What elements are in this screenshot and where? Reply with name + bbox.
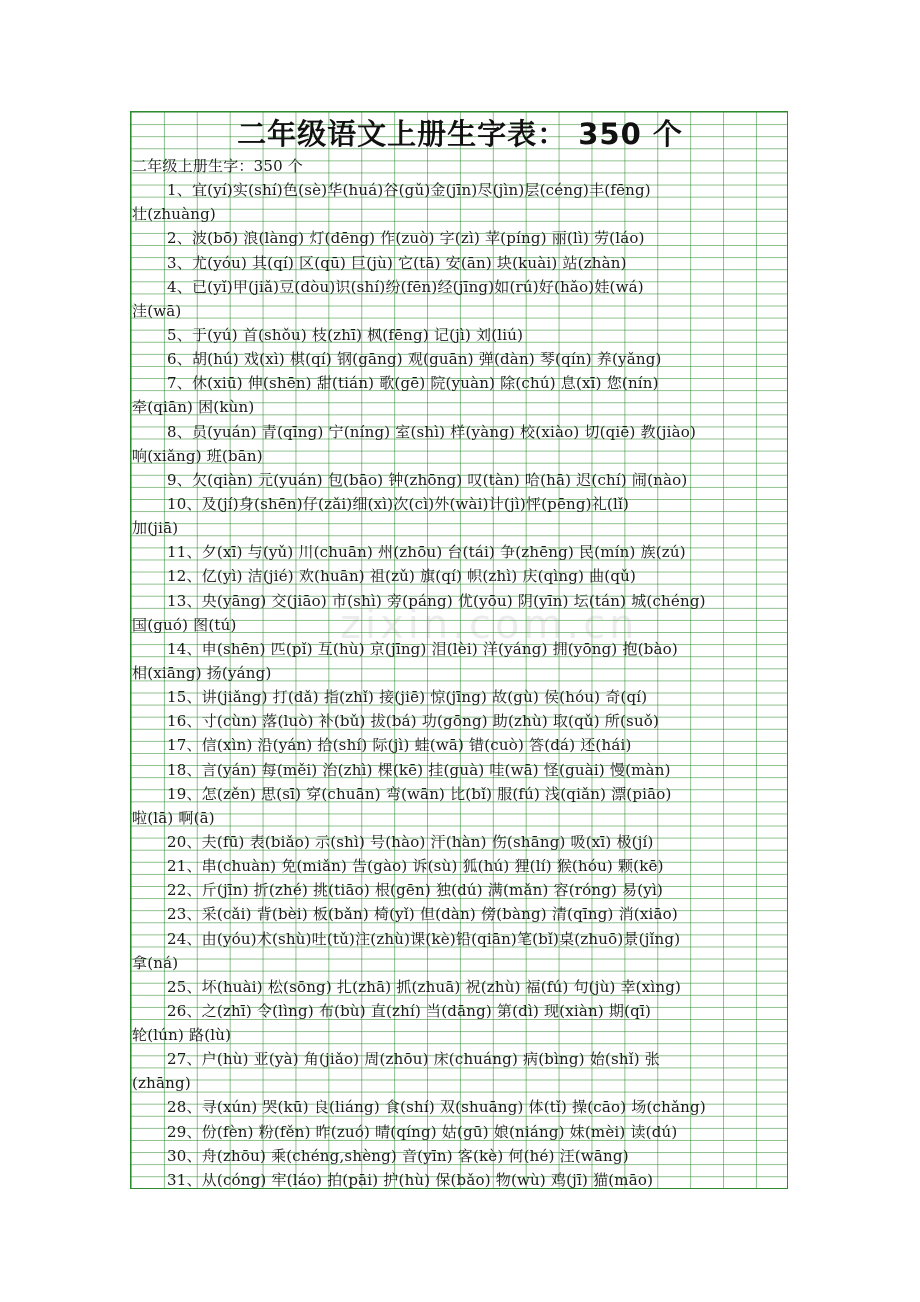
list-line: 响(xiǎng) 班(bān)	[132, 446, 263, 465]
list-line: 1、宜(yí)实(shí)色(sè)华(huá)谷(gǔ)金(jīn)尽(jìn)层(céng)丰(fēng)	[167, 181, 651, 200]
list-line: 拿(ná)	[132, 953, 179, 972]
list-line: 11、夕(xī) 与(yǔ) 川(chuān) 州(zhōu) 台(tái) 争(zhēng) 民(mín) 族(zú)	[167, 543, 686, 562]
list-line: 28、寻(xún) 哭(kū) 良(liáng) 食(shí) 双(shuāng) 体(tǐ) 操(cāo) 场(chǎng)	[167, 1098, 706, 1117]
list-line: 啦(lā) 啊(ā)	[132, 808, 215, 827]
list-line: 26、之(zhī) 令(lìng) 布(bù) 直(zhí) 当(dāng) 第(dì) 现(xiàn) 期(qī)	[167, 1001, 652, 1020]
list-line: 2、波(bō) 浪(làng) 灯(dēng) 作(zuò) 字(zì) 苹(píng) 丽(lì) 劳(láo)	[167, 229, 645, 248]
list-line: 轮(lún) 路(lù)	[132, 1026, 232, 1045]
list-line: 18、言(yán) 每(měi) 治(zhì) 棵(kē) 挂(guà) 哇(wā) 怪(guài) 慢(màn)	[167, 760, 671, 779]
watermark: zixin.com.cn	[340, 602, 639, 648]
list-line: 7、休(xiū) 伸(shēn) 甜(tián) 歌(gē) 院(yuàn) 除(chú) 息(xī) 您(nín)	[167, 374, 659, 393]
list-line: 19、怎(zěn) 思(sī) 穿(chuān) 弯(wān) 比(bǐ) 服(fú) 浅(qiǎn) 漂(piāo)	[167, 784, 672, 803]
character-list	[132, 114, 832, 1192]
page-title: 二年级语文上册生字表： 350 个	[237, 117, 683, 151]
list-line: (zhāng)	[132, 1074, 191, 1093]
list-line: 牵(qiān) 困(kùn)	[132, 398, 255, 417]
list-line: 23、采(cǎi) 背(bèi) 板(bǎn) 椅(yǐ) 但(dàn) 傍(bàng) 清(qīng) 消(xiāo)	[167, 905, 678, 924]
list-line: 8、员(yuán) 青(qīng) 宁(níng) 室(shì) 样(yàng) 校(xiào) 切(qiē) 教(jiào)	[167, 422, 697, 441]
list-line: 22、斤(jīn) 折(zhé) 挑(tiāo) 根(gēn) 独(dú) 满(mǎn) 容(róng) 易(yì)	[167, 881, 664, 900]
list-line: 24、由(yóu)术(shù)吐(tǔ)注(zhù)课(kè)铅(qiān)笔(bǐ)桌(zhuō)景(jǐng)	[167, 929, 681, 948]
list-line: 国(guó) 图(tú)	[132, 615, 237, 634]
list-line: 4、已(yǐ)甲(jiǎ)豆(dòu)识(shí)纷(fēn)经(jīng)如(rú)好(hǎo)娃(wá)	[167, 277, 644, 296]
list-line: 21、串(chuàn) 免(miǎn) 告(gào) 诉(sù) 狐(hú) 狸(lí) 猴(hóu) 颗(kē)	[167, 857, 664, 876]
list-line: 加(jiā)	[132, 519, 179, 538]
list-line: 5、于(yú) 首(shǒu) 枝(zhī) 枫(fēng) 记(jì) 刘(liú)	[167, 325, 524, 344]
list-line: 25、坏(huài) 松(sōng) 扎(zhā) 抓(zhuā) 祝(zhù) 福(fú) 句(jù) 幸(xìng)	[167, 977, 682, 996]
list-line: 13、央(yāng) 交(jiāo) 市(shì) 旁(páng) 优(yōu) 阴(yīn) 坛(tán) 城(chéng)	[167, 591, 706, 610]
list-line: 29、份(fèn) 粉(fěn) 昨(zuó) 晴(qíng) 姑(gū) 娘(niáng) 妹(mèi) 读(dú)	[167, 1122, 678, 1141]
list-line: 9、欠(qiàn) 元(yuán) 包(bāo) 钟(zhōng) 叹(tàn) 哈(hā) 迟(chí) 闹(nào)	[167, 470, 688, 489]
list-line: 6、胡(hú) 戏(xì) 棋(qí) 钢(gāng) 观(guān) 弹(dàn) 琴(qín) 养(yǎng)	[167, 350, 662, 369]
list-line: 27、户(hù) 亚(yà) 角(jiǎo) 周(zhōu) 床(chuáng) 病(bìng) 始(shǐ) 张	[167, 1050, 660, 1069]
list-line: 16、寸(cùn) 落(luò) 补(bǔ) 拔(bá) 功(gōng) 助(zhù) 取(qǔ) 所(suǒ)	[167, 712, 660, 731]
list-line: 相(xiāng) 扬(yáng)	[132, 663, 272, 682]
list-line: 3、尤(yóu) 其(qí) 区(qū) 巨(jù) 它(tā) 安(ān) 块(kuài) 站(zhàn)	[167, 253, 627, 272]
list-line: 12、亿(yì) 洁(jié) 欢(huān) 祖(zǔ) 旗(qí) 帜(zhì) 庆(qìng) 曲(qǔ)	[167, 567, 637, 586]
list-line: 洼(wā)	[132, 301, 182, 320]
list-line: 壮(zhuàng)	[132, 205, 216, 224]
list-line: 15、讲(jiǎng) 打(dǎ) 指(zhǐ) 接(jiē) 惊(jīng) 故(gù) 侯(hóu) 奇(qí)	[167, 688, 648, 707]
subtitle: 二年级上册生字：350 个	[132, 157, 303, 175]
list-line: 31、从(cóng) 牢(láo) 拍(pāi) 护(hù) 保(bǎo) 物(wù) 鸡(jī) 猫(māo)	[167, 1170, 654, 1189]
list-line: 10、及(jí)身(shēn)仔(zǎi)细(xì)次(cì)外(wài)计(jì)怦(pēng)礼(lǐ)	[167, 494, 630, 513]
list-line: 14、申(shēn) 匹(pǐ) 互(hù) 京(jīng) 泪(lèi) 洋(yáng) 拥(yōng) 抱(bào)	[167, 639, 678, 658]
list-line: 20、夫(fū) 表(biǎo) 示(shì) 号(hào) 汗(hàn) 伤(shāng) 吸(xī) 极(jí)	[167, 832, 654, 851]
list-line: 30、舟(zhōu) 乘(chéng,shèng) 音(yīn) 客(kè) 何(hé) 汪(wāng)	[167, 1146, 629, 1165]
list-line: 17、信(xìn) 沿(yán) 拾(shí) 际(jì) 蛙(wā) 错(cuò) 答(dá) 还(hái)	[167, 736, 632, 755]
